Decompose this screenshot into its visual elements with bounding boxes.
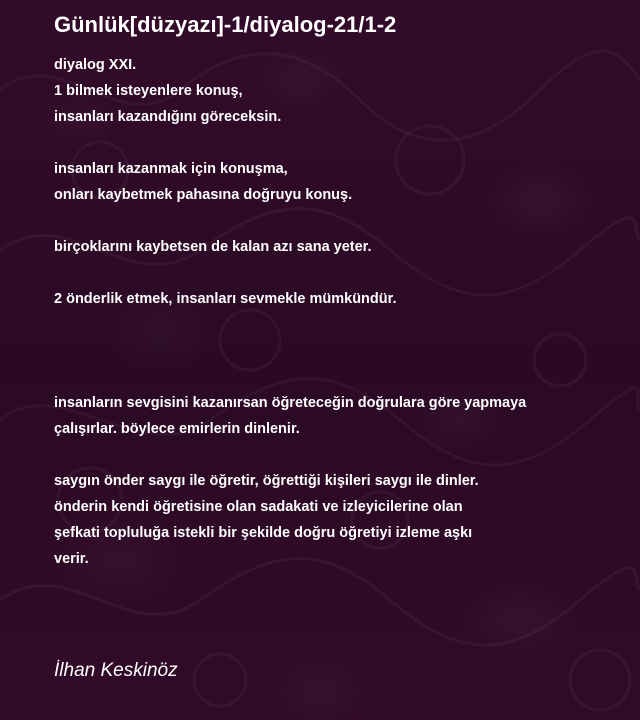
poem-line: şefkati topluluğa istekli bir şekilde doğru öğretiyi izleme aşkı: [54, 525, 473, 541]
poem-title: Günlük[düzyazı]-1/diyalog-21/1-2: [54, 12, 397, 37]
poem-author: İlhan Keskinöz: [54, 660, 178, 681]
stanza-break: [54, 442, 614, 468]
poem-line: 2 önderlik etmek, insanları sevmekle mümkündür.: [54, 291, 397, 307]
poem-body: [54, 52, 614, 572]
poem-line: diyalog XXI.: [54, 57, 137, 73]
stanza-break: [54, 130, 614, 156]
stanza-break: [54, 260, 614, 286]
poem-line: önderin kendi öğretisine olan sadakati ve izleyicilerine olan: [54, 499, 463, 515]
poem-line: verir.: [54, 551, 89, 567]
poem-line: saygın önder saygı ile öğretir, öğrettiği kişileri saygı ile dinler.: [54, 473, 479, 489]
poem-line: birçoklarını kaybetsen de kalan azı sana yeter.: [54, 239, 372, 255]
poem-line: 1 bilmek isteyenlere konuş,: [54, 83, 243, 99]
section-break: [54, 312, 614, 390]
poem-line: onları kaybetmek pahasına doğruyu konuş.: [54, 187, 353, 203]
stanza-break: [54, 208, 614, 234]
poem-line: insanları kazanmak için konuşma,: [54, 161, 288, 177]
poem-line: insanları kazandığını göreceksin.: [54, 109, 282, 125]
poem-line: çalışırlar. böylece emirlerin dinlenir.: [54, 421, 300, 437]
poem-line: insanların sevgisini kazanırsan öğreteceğin doğrulara göre yapmaya: [54, 395, 527, 411]
